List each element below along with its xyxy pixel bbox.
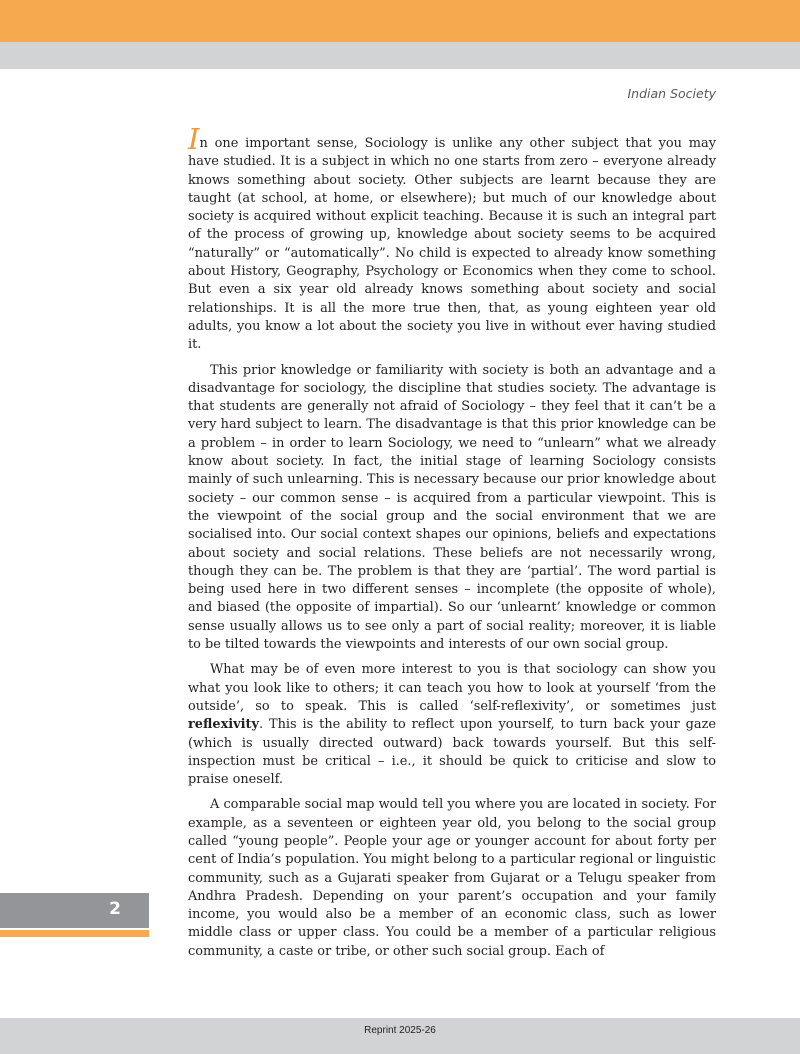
top-orange-band	[0, 0, 800, 42]
reprint-note: Reprint 2025-26	[364, 1025, 436, 1036]
paragraph-4: A comparable social map would tell you where you are located in society. For example, as a seventeen or eighteen year old, you belong to the social group called “young people”. People your age or younger account for about forty per cent of India’s population. You might belong to a particular regional or linguistic community, such as a Gujarati speaker from Gujarat or a Telugu speaker from Andhra Pradesh. Depending on your parent’s occupation and your family income, you would also be a member of an economic class, such as lower middle class or upper class. You could be a member of a particular religious community, a caste or tribe, or other such social group. Each of	[188, 797, 716, 959]
paragraph-1-text: n one important sense, Sociology is unlike any other subject that you may have studied. It is a subject in which no one starts from zero – everyone already knows something about society. Other subjects are learnt because they are taught (at school, at home, or elsewhere); but much of our knowledge about society is acquired without explicit teaching. Because it is such an integral part of the process of growing up, knowledge about society seems to be acquired “naturally” or “automatically”. No child is expected to already know something about History, Geography, Psychology or Economics when they come to school. But even a six year old already knows something about society and social relationships. It is all the more true then, that, as young eighteen year old adults, you know a lot about the society you live in without ever having studied it.	[188, 136, 716, 353]
footer-band	[0, 1018, 800, 1054]
running-head: Indian Society	[627, 86, 716, 101]
paragraph-2: This prior knowledge or familiarity with society is both an advantage and a disadvantage for sociology, the discipline that studies society. The advantage is that students are generally not afraid of Sociology – they feel that it can’t be a very hard subject to learn. The disadvantage is that this prior knowledge can be a problem – in order to learn Sociology, we need to “unlearn” what we already know about society. In fact, the initial stage of learning Sociology consists mainly of such unlearning. This is necessary because our prior knowledge about society – our common sense – is acquired from a particular viewpoint. This is the viewpoint of the social group and the social environment that we are socialised into. Our social context shapes our opinions, beliefs and expectations about society and social relations. These beliefs are not necessarily wrong, though they can be. The problem is that they are ‘partial’. The word partial is being used here in two different senses – incomplete (the opposite of whole), and biased (the opposite of impartial). So our ‘unlearnt’ knowledge or common sense usually allows us to see only a part of social reality; moreover, it is liable to be tilted towards the viewpoints and interests of our own social group.	[188, 362, 716, 653]
paragraph-1	[188, 122, 716, 355]
paragraph-3-text-a: What may be of even more interest to you is that sociology can show you what you look like to others; it can teach you how to look at yourself ‘from the outside’, so to speak. This is called ‘self-reflexivity’, or sometimes just	[188, 662, 716, 714]
page-number: 2	[109, 899, 121, 919]
top-gray-band	[0, 42, 800, 69]
body-text	[188, 122, 716, 968]
page-number-tab	[0, 893, 149, 928]
paragraph-3	[188, 661, 716, 789]
drop-cap: I	[188, 122, 200, 156]
paragraph-3-text-b: . This is the ability to reflect upon yourself, to turn back your gaze (which is usually directed outward) back towards yourself. But this self-inspection must be critical – i.e., it should be quick to criticise and slow to praise oneself.	[188, 717, 716, 788]
term-reflexivity: reflexivity	[188, 717, 259, 733]
page-number-rule	[0, 930, 149, 937]
